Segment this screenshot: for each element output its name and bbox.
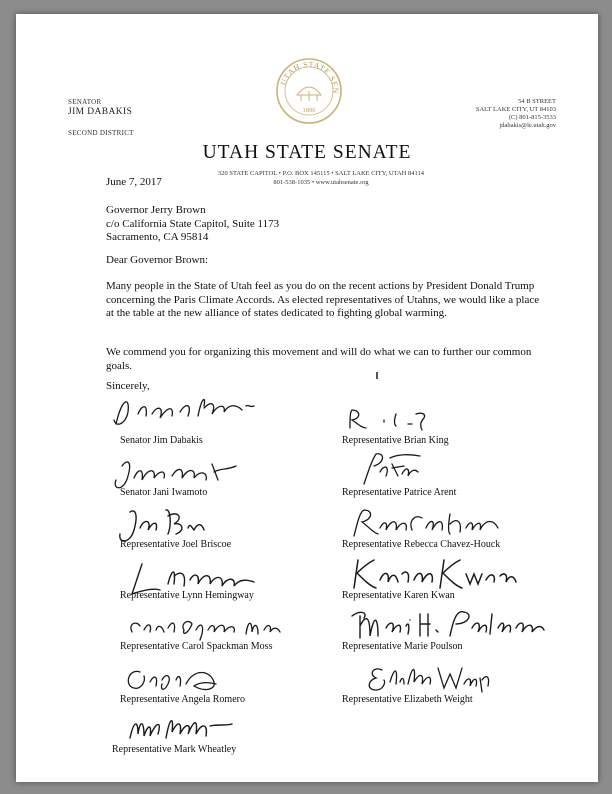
senator-phone: (C) 801-815-3533 bbox=[508, 114, 556, 121]
signature-romero bbox=[120, 662, 230, 696]
senator-name: JIM DABAKIS bbox=[68, 107, 133, 117]
signatory-label: Representative Marie Poulson bbox=[342, 641, 463, 652]
signature-poulson bbox=[346, 606, 546, 644]
signature-king bbox=[342, 406, 432, 434]
seal-emblem-icon bbox=[275, 57, 343, 125]
recipient-address bbox=[106, 204, 546, 245]
body-paragraph-1: Many people in the State of Utah feel as you do on the recent actions by President Donald Trump concerning the Paris Climate Accords. As elected representatives of Utahns, we would like a place at the table at the new alliance of states dedicated to fighting global warming. bbox=[106, 280, 540, 319]
signature-chavez-houck bbox=[346, 506, 506, 542]
recipient-name: Governor Jerry Brown bbox=[106, 204, 206, 216]
letter-date: June 7, 2017 bbox=[106, 176, 162, 188]
signatory-label: Representative Joel Briscoe bbox=[120, 539, 232, 550]
senator-email: jdabakis@le.utah.gov bbox=[499, 122, 556, 129]
signatory-label: Senator Jim Dabakis bbox=[120, 435, 203, 446]
signature-weight bbox=[364, 660, 494, 696]
senator-district: SECOND DISTRICT bbox=[68, 129, 134, 137]
svg-text:UTAH STATE SENATE: UTAH STATE SEN bbox=[278, 59, 341, 94]
letter-page bbox=[16, 14, 598, 782]
signatory-label: Representative Angela Romero bbox=[120, 694, 245, 705]
signatory-label: Representative Carol Spackman Moss bbox=[120, 641, 273, 652]
signatory-label: Representative Lynn Hemingway bbox=[120, 590, 254, 601]
recipient-city: Sacramento, CA 95814 bbox=[106, 231, 209, 243]
signature-wheatley bbox=[122, 712, 242, 746]
signatory-label: Representative Brian King bbox=[342, 435, 449, 446]
recipient-street: c/o California State Capitol, Suite 1173 bbox=[106, 217, 280, 230]
signatory-label: Senator Jani Iwamoto bbox=[120, 487, 208, 498]
senate-seal bbox=[275, 57, 343, 125]
signature-kwan bbox=[348, 556, 518, 592]
capitol-contact: 801-538-1035 • www.utahsenate.org bbox=[273, 179, 369, 186]
letterhead-title: UTAH STATE SENATE bbox=[202, 142, 412, 163]
signatory-label: Representative Mark Wheatley bbox=[112, 744, 237, 755]
letterhead-right bbox=[476, 98, 556, 130]
salutation: Dear Governor Brown: bbox=[106, 254, 209, 266]
closing: Sincerely, bbox=[106, 380, 150, 392]
svg-text:1896: 1896 bbox=[302, 107, 316, 114]
signatory-label: Representative Elizabeth Weight bbox=[342, 694, 473, 705]
letterhead-address bbox=[16, 169, 598, 187]
stray-mark bbox=[376, 372, 378, 379]
signature-dabakis bbox=[108, 394, 258, 432]
letterhead-left bbox=[68, 98, 134, 137]
signature-arent bbox=[350, 450, 430, 490]
senator-street: 54 B STREET bbox=[518, 98, 556, 105]
body-paragraph-2: We commend you for organizing this movement and will do what we can to further our common goals. bbox=[106, 346, 532, 372]
signatory-label: Representative Rebecca Chavez-Houck bbox=[342, 539, 501, 550]
senator-city: SALT LAKE CITY, UT 84103 bbox=[475, 106, 556, 113]
signatory-label: Representative Patrice Arent bbox=[342, 487, 457, 498]
signature-moss bbox=[122, 610, 282, 644]
senator-title: SENATOR bbox=[68, 98, 102, 106]
capitol-address: 320 STATE CAPITOL • P.O. BOX 145115 • SALT LAKE CITY, UTAH 84114 bbox=[217, 170, 425, 177]
signatory-label: Representative Karen Kwan bbox=[342, 590, 455, 601]
